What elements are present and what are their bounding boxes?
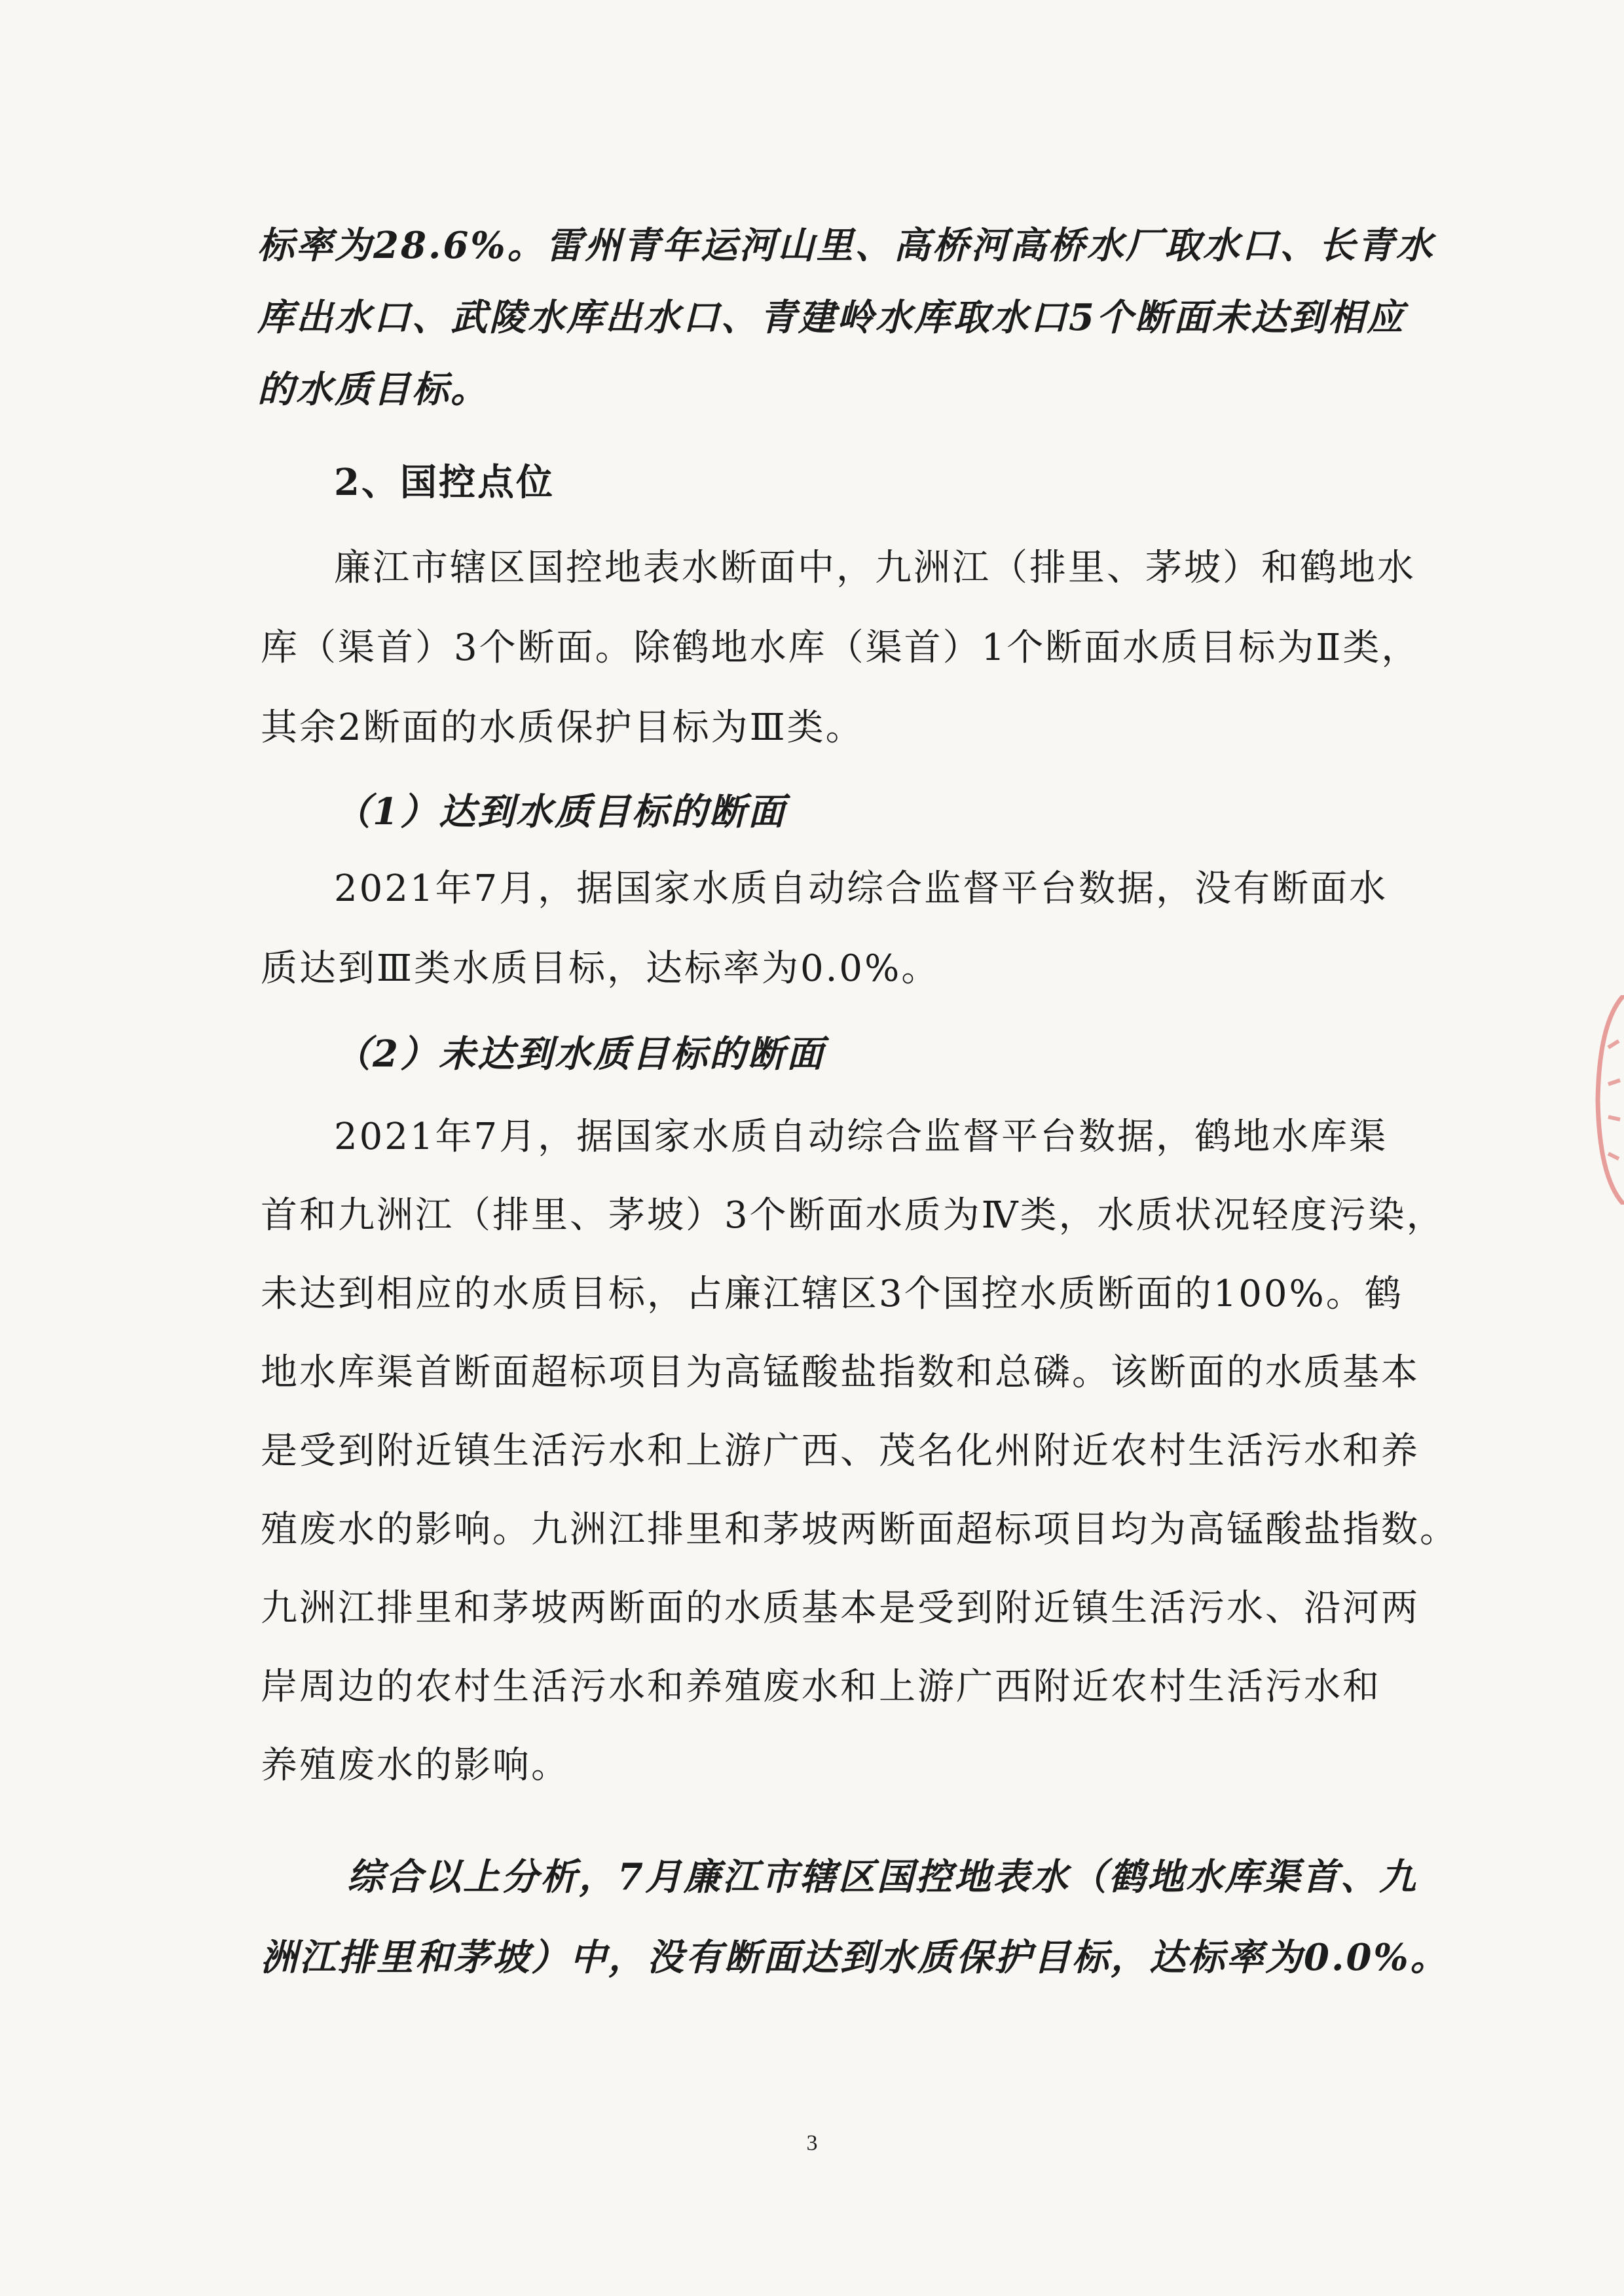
summary-line-2: 洲江排里和茅坡）中，没有断面达到水质保护目标，达标率为0.0%。 (261, 1936, 1449, 1979)
overview-line-1: 廉江市辖区国控地表水断面中，九洲江（排里、茅坡）和鹤地水 (334, 547, 1416, 589)
unmet-line-5: 是受到附近镇生活污水和上游广西、茂名化州附近农村生活污水和养 (261, 1430, 1420, 1472)
overview-line-2: 库（渠首）3个断面。除鹤地水库（渠首）1个断面水质目标为Ⅱ类， (261, 627, 1420, 669)
unmet-line-9: 养殖废水的影响。 (261, 1744, 570, 1787)
met-line-1: 2021年7月，据国家水质自动综合监督平台数据，没有断面水 (334, 867, 1388, 910)
overview-line-3: 其余2断面的水质保护目标为Ⅲ类。 (261, 706, 864, 749)
met-line-2: 质达到Ⅲ类水质目标，达标率为0.0%。 (261, 947, 940, 990)
unmet-line-3: 未达到相应的水质目标，占廉江辖区3个国控水质断面的100%。鹤 (261, 1273, 1403, 1315)
summary-line-1: 综合以上分析，7月廉江市辖区国控地表水（鹤地水库渠首、九 (347, 1855, 1418, 1899)
page-number: 3 (806, 2131, 818, 2155)
red-seal-stamp-icon (1593, 995, 1624, 1205)
unmet-line-6: 殖废水的影响。九洲江排里和茅坡两断面超标项目均为高锰酸盐指数。 (261, 1508, 1458, 1551)
unmet-line-7: 九洲江排里和茅坡两断面的水质基本是受到附近镇生活污水、沿河两 (261, 1587, 1420, 1630)
section-heading: 2、国控点位 (334, 461, 555, 504)
unmet-line-2: 首和九洲江（排里、茅坡）3个断面水质为Ⅳ类，水质状况轻度污染， (261, 1194, 1445, 1237)
subheading-met: （1）达到水质目标的断面 (334, 790, 786, 833)
unmet-line-4: 地水库渠首断面超标项目为高锰酸盐指数和总磷。该断面的水质基本 (261, 1351, 1420, 1394)
unmet-line-1: 2021年7月，据国家水质自动综合监督平台数据，鹤地水库渠 (334, 1116, 1388, 1158)
intro-line-3: 的水质目标。 (257, 368, 489, 411)
unmet-line-8: 岸周边的农村生活污水和养殖废水和上游广西附近农村生活污水和 (261, 1666, 1381, 1708)
intro-line-1: 标率为28.6%。雷州青年运河山里、高桥河高桥水厂取水口、长青水 (257, 224, 1435, 267)
subheading-unmet: （2）未达到水质目标的断面 (334, 1032, 825, 1076)
intro-line-2: 库出水口、武陵水库出水口、青建岭水库取水口5个断面未达到相应 (257, 296, 1405, 339)
